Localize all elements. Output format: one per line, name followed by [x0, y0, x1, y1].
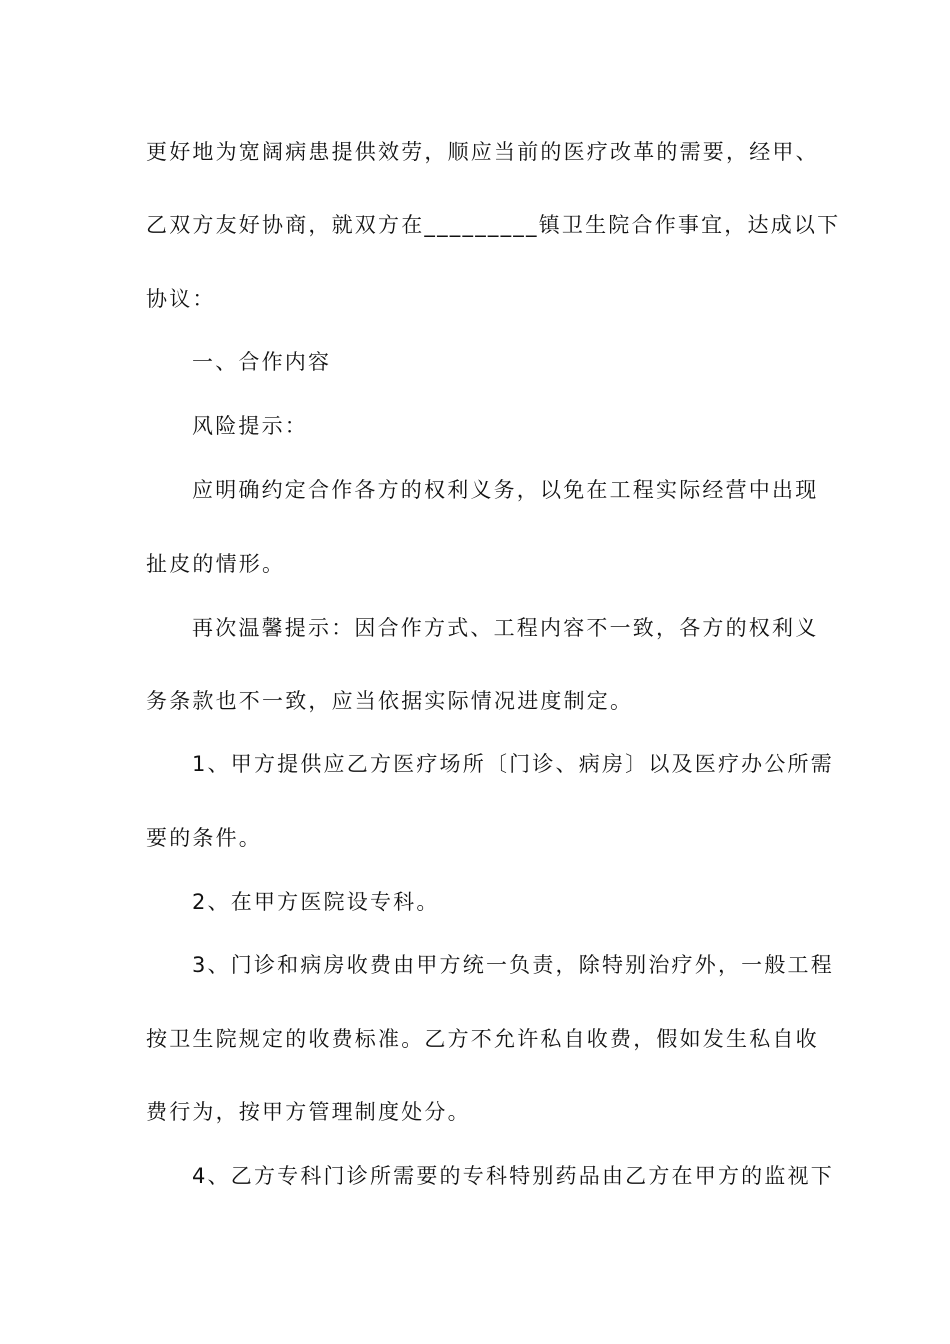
text-line: 再次温馨提示：因合作方式、工程内容不一致，各方的权利义 [192, 616, 819, 640]
text-line: 扯皮的情形。 [146, 552, 286, 576]
text-line: 更好地为宽阔病患提供效劳，顺应当前的医疗改革的需要，经甲、 [146, 140, 819, 164]
text-line: 应明确约定合作各方的权利义务，以免在工程实际经营中出现 [192, 478, 819, 502]
text-line: 务条款也不一致，应当依据实际情况进度制定。 [146, 689, 634, 713]
risk-notice-label: 风险提示： [192, 414, 308, 438]
text-line: 按卫生院规定的收费标准。乙方不允许私自收费，假如发生私自收 [146, 1027, 819, 1051]
clause-item: 1、甲方提供应乙方医疗场所〔门诊、病房〕以及医疗办公所需 [192, 752, 834, 776]
clause-item: 2、在甲方医院设专科。 [192, 890, 440, 914]
section-heading: 一、合作内容 [192, 350, 332, 374]
text-line: 乙双方友好协商，就双方在_________镇卫生院合作事宜，达成以下 [146, 213, 841, 237]
text-line: 要的条件。 [146, 826, 262, 850]
clause-item: 4、乙方专科门诊所需要的专科特别药品由乙方在甲方的监视下 [192, 1164, 834, 1188]
text-line: 费行为，按甲方管理制度处分。 [146, 1100, 471, 1124]
clause-item: 3、门诊和病房收费由甲方统一负责，除特别治疗外，一般工程 [192, 953, 834, 977]
text-line: 协议： [146, 287, 216, 311]
